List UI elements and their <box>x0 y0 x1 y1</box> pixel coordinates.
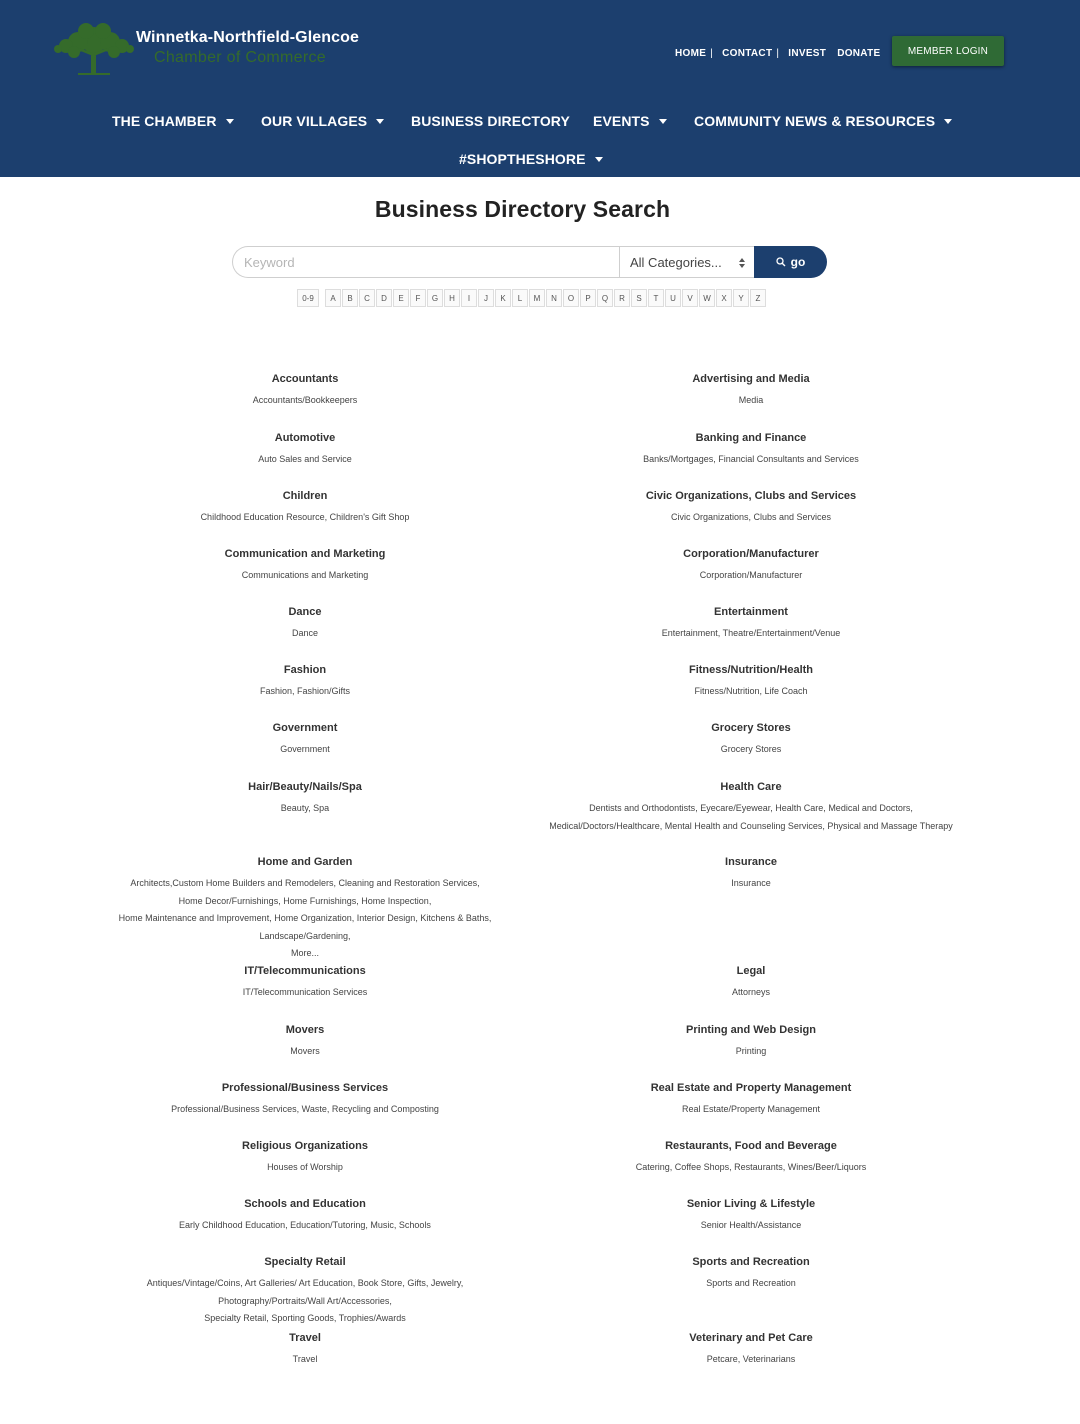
keyword-input[interactable] <box>232 246 620 278</box>
subcategory-list: Catering, Coffee Shops, Restaurants, Wines/Beer/Liquors <box>635 1162 867 1172</box>
alphabet-letter[interactable]: K <box>495 289 511 307</box>
category-title[interactable]: Children <box>282 490 328 502</box>
category-title[interactable]: Communication and Marketing <box>224 548 386 560</box>
category-title[interactable]: Senior Living & Lifestyle <box>686 1198 816 1210</box>
subcategory-link[interactable]: Antiques/Vintage/Coins <box>146 1278 241 1288</box>
subcategory-list: Fitness/Nutrition, Life Coach <box>694 686 808 696</box>
subcategory-list <box>100 1351 510 1369</box>
subcategory-list: Dentists and Orthodontists, Eyecare/Eyewear, Health Care, Medical and Doctors, Medical/Doctors/Healthcare, Mental Health and Counseling Services, Physical and Massage Therapy <box>549 803 953 831</box>
subcategory-list: Petcare, Veterinarians <box>706 1354 796 1364</box>
subcategory-list: Beauty, Spa <box>280 803 330 813</box>
subcategory-link[interactable]: Health Care <box>775 803 824 813</box>
category-group <box>100 662 510 701</box>
category-title[interactable]: Corporation/Manufacturer <box>683 548 819 560</box>
category-group <box>100 604 510 643</box>
subcategory-link[interactable]: Physical and Massage Therapy <box>827 820 953 831</box>
logo-subtitle: Chamber of Commerce <box>154 49 326 66</box>
category-group <box>530 854 972 893</box>
alphabet-letter[interactable]: P <box>580 289 596 307</box>
category-title[interactable]: Automotive <box>274 432 336 444</box>
subcategory-list <box>100 1043 510 1061</box>
category-title[interactable]: Civic Organizations, Clubs and Services <box>645 490 857 502</box>
subcategory-link[interactable]: Fashion/Gifts <box>297 686 351 696</box>
subcategory-link[interactable]: Medical and Doctors <box>828 803 911 813</box>
subcategory-list: Antiques/Vintage/Coins, Art Galleries/ Art Education, Book Store, Gifts, Jewelry, Photography/Portraits/Wall Art/Accessories, Specialty Retail, Sporting Goods, Trophies/Awards <box>146 1278 464 1323</box>
category-group <box>100 488 510 527</box>
nav-the-chamber[interactable] <box>112 110 234 132</box>
category-group <box>530 1196 972 1235</box>
subcategory-list: Professional/Business Services, Waste, Recycling and Composting <box>171 1104 439 1114</box>
category-group <box>530 430 972 469</box>
alphabet-letter[interactable]: W <box>699 289 715 307</box>
subcategory-list <box>530 567 972 585</box>
nav-label: BUSINESS DIRECTORY <box>411 113 570 129</box>
page-title: Business Directory Search <box>374 196 671 222</box>
subcategory-link[interactable]: Attorneys <box>731 987 771 997</box>
subcategory-link[interactable]: Corporation/Manufacturer <box>699 570 803 580</box>
logo-title: Winnetka-Northfield-Glencoe <box>136 29 360 46</box>
category-group <box>530 662 972 701</box>
category-group <box>530 1138 972 1177</box>
subcategory-link[interactable]: Movers <box>290 1046 320 1056</box>
alphabet-letter[interactable]: D <box>376 289 392 307</box>
category-group <box>100 1196 510 1235</box>
subcategory-link[interactable]: Financial Consultants and Services <box>718 454 859 464</box>
alphabet-letter[interactable]: Q <box>597 289 613 307</box>
category-group <box>530 1022 972 1061</box>
subcategory-link[interactable]: Eyecare/Eyewear <box>700 803 771 813</box>
subcategory-link[interactable]: Sports and Recreation <box>706 1278 796 1288</box>
subcategory-list <box>100 984 510 1002</box>
category-title[interactable]: Banking and Finance <box>695 432 807 444</box>
category-group <box>100 720 510 759</box>
chevron-down-icon <box>659 119 667 124</box>
subcategory-link[interactable]: Medical/Doctors/Healthcare <box>549 820 660 831</box>
alphabet-letter[interactable]: C <box>359 289 375 307</box>
search-icon <box>776 257 786 267</box>
subcategory-list <box>100 625 510 643</box>
nav-business-directory[interactable] <box>411 110 570 132</box>
category-title[interactable]: IT/Telecommunications <box>244 965 366 977</box>
alphabet-letter[interactable]: L <box>512 289 528 307</box>
subcategory-list <box>530 392 972 410</box>
subcategory-link[interactable]: Schools <box>398 1220 431 1230</box>
subcategory-link[interactable]: Photography/Portraits/Wall Art/Accessories <box>218 1295 390 1306</box>
alphabet-letter[interactable]: R <box>614 289 630 307</box>
chevron-down-icon <box>944 119 952 124</box>
subcategory-list <box>530 1217 972 1235</box>
category-group <box>100 854 510 963</box>
subcategory-link[interactable]: Landscape/Gardening <box>259 930 349 941</box>
category-title[interactable]: Religious Organizations <box>242 1140 368 1152</box>
directory-search-form <box>232 246 827 278</box>
separator: | <box>776 47 780 59</box>
subcategory-link[interactable]: Senior Health/Assistance <box>700 1220 802 1230</box>
alphabet-letter[interactable]: Z <box>750 289 766 307</box>
subcategory-link[interactable]: Houses of Worship <box>267 1162 343 1172</box>
subcategory-link[interactable]: Government <box>280 744 330 754</box>
subcategory-link[interactable]: Spa <box>313 803 330 813</box>
subcategory-link[interactable]: Petcare <box>706 1354 738 1364</box>
category-title[interactable]: Entertainment <box>714 606 788 618</box>
category-title[interactable]: Fitness/Nutrition/Health <box>688 664 814 676</box>
category-group <box>530 604 972 643</box>
nav-label: EVENTS <box>593 113 650 129</box>
subcategory-link[interactable]: Cleaning and Restoration Services <box>338 878 478 888</box>
subcategory-link[interactable]: More... <box>290 948 319 958</box>
subcategory-link[interactable]: IT/Telecommunication Services <box>242 987 368 997</box>
subcategory-link[interactable]: Music <box>370 1220 394 1230</box>
category-title[interactable]: Specialty Retail <box>264 1256 346 1268</box>
subcategory-link[interactable]: Specialty Retail <box>204 1313 267 1323</box>
category-title[interactable]: Restaurants, Food and Beverage <box>665 1140 837 1152</box>
category-title[interactable]: Home and Garden <box>257 856 353 868</box>
category-group <box>100 1138 510 1177</box>
nav-events[interactable] <box>593 110 667 132</box>
subcategory-link[interactable]: Education/Tutoring <box>290 1220 366 1230</box>
alphabet-letter[interactable]: J <box>478 289 494 307</box>
subcategory-link[interactable]: Gifts <box>407 1278 426 1288</box>
subcategory-link[interactable]: Banks/Mortgages <box>643 454 714 464</box>
subcategory-list <box>100 451 510 469</box>
subcategory-list: Fashion, Fashion/Gifts <box>259 686 351 696</box>
alphabet-letter[interactable]: S <box>631 289 647 307</box>
subcategory-link[interactable]: Theatre/Entertainment/Venue <box>722 628 841 638</box>
category-title[interactable]: Sports and Recreation <box>692 1256 810 1268</box>
subcategory-link[interactable]: Real Estate/Property Management <box>681 1104 821 1114</box>
category-title[interactable]: Real Estate and Property Management <box>650 1082 852 1094</box>
nav-label: #SHOPTHESHORE <box>459 151 586 167</box>
category-group <box>100 430 510 469</box>
category-group <box>530 720 972 759</box>
subcategory-list <box>530 984 972 1002</box>
category-select[interactable] <box>619 246 755 278</box>
alphabet-letter[interactable]: B <box>342 289 358 307</box>
category-group <box>100 1254 510 1328</box>
invest-link[interactable]: INVEST <box>788 47 827 59</box>
subcategory-link[interactable]: Beauty <box>280 803 309 813</box>
alphabet-letter[interactable]: U <box>665 289 681 307</box>
subcategory-link[interactable]: Civic Organizations, Clubs and Services <box>670 512 832 522</box>
utility-links <box>675 46 880 60</box>
subcategory-link[interactable]: Childhood Education Resource <box>200 512 325 522</box>
alphabet-letter[interactable]: H <box>444 289 460 307</box>
subcategory-link[interactable]: Dance <box>291 628 318 638</box>
nav-label: OUR VILLAGES <box>261 113 368 129</box>
subcategory-list: Banks/Mortgages, Financial Consultants and Services <box>643 454 859 464</box>
category-title[interactable]: Movers <box>285 1024 325 1036</box>
home-link[interactable]: HOME <box>675 47 707 59</box>
nav-community-news[interactable] <box>694 110 952 132</box>
site-header <box>0 0 1080 177</box>
subcategory-list: Early Childhood Education, Education/Tutoring, Music, Schools <box>179 1220 431 1230</box>
subcategory-link[interactable]: Home Decor/Furnishings <box>178 895 279 906</box>
subcategory-list: Architects,Custom Home Builders and Remodelers, Cleaning and Restoration Services, Home Decor/Furnishings, Home Furnishings, Home Inspection, Home Maintenance and Improvement, Home Organization, Interior Design, Kitchens & Baths, Landscape/Gardening, More... <box>118 878 492 958</box>
donate-link[interactable]: DONATE <box>837 47 881 59</box>
subcategory-link[interactable]: Printing <box>735 1046 767 1056</box>
subcategory-link[interactable]: Trophies/Awards <box>338 1313 406 1323</box>
category-group <box>100 1080 510 1119</box>
subcategory-link[interactable]: Home Inspection <box>361 895 429 906</box>
member-login-button[interactable]: MEMBER LOGIN <box>892 36 1004 66</box>
subcategory-link[interactable]: Travel <box>292 1354 318 1364</box>
alphabet-letter[interactable]: E <box>393 289 409 307</box>
subcategory-link[interactable]: Sporting Goods <box>271 1313 334 1323</box>
subcategory-link[interactable]: Waste, Recycling and Composting <box>301 1104 439 1114</box>
subcategory-list <box>100 392 510 410</box>
chevron-down-icon <box>226 119 234 124</box>
category-title[interactable]: Health Care <box>720 781 782 793</box>
subcategory-link[interactable]: Dentists and Orthodontists <box>589 803 696 813</box>
subcategory-link[interactable]: Mental Health and Counseling Services <box>664 820 823 831</box>
chamber-logo[interactable] <box>48 22 358 78</box>
category-group <box>530 963 972 1002</box>
subcategory-link[interactable]: Coffee Shops <box>674 1162 730 1172</box>
subcategory-list <box>530 509 972 527</box>
subcategory-link[interactable]: Interior Design <box>356 913 416 923</box>
subcategory-list: Childhood Education Resource, Children's Gift Shop <box>200 512 410 522</box>
category-group <box>100 546 510 585</box>
subcategory-link[interactable]: Communications and Marketing <box>241 570 369 580</box>
category-group <box>100 1022 510 1061</box>
category-group <box>530 371 972 410</box>
alphabet-letter[interactable]: A <box>325 289 341 307</box>
category-select-value: All Categories... <box>630 254 722 270</box>
contact-link[interactable]: CONTACT <box>722 47 773 59</box>
subcategory-link[interactable]: Jewelry <box>430 1278 461 1288</box>
category-title[interactable]: Schools and Education <box>244 1198 366 1210</box>
category-title[interactable]: Insurance <box>725 856 777 868</box>
alphabet-letter[interactable]: X <box>716 289 732 307</box>
alphabet-letter[interactable]: M <box>529 289 545 307</box>
subcategory-list <box>530 741 972 759</box>
chevron-down-icon <box>376 119 384 124</box>
subcategory-link[interactable]: Auto Sales and Service <box>258 454 352 464</box>
subcategory-link[interactable]: Grocery Stores <box>720 744 782 754</box>
separator: | <box>710 47 714 59</box>
subcategory-link[interactable]: Professional/Business Services <box>171 1104 297 1114</box>
subcategory-list: Entertainment, Theatre/Entertainment/Venue <box>661 628 841 638</box>
subcategory-list <box>100 567 510 585</box>
category-title[interactable]: Hair/Beauty/Nails/Spa <box>248 781 362 793</box>
nav-shop-the-shore[interactable] <box>459 148 603 170</box>
alphabet-letter[interactable]: I <box>461 289 477 307</box>
alphabet-letter[interactable]: G <box>427 289 443 307</box>
category-title[interactable]: Legal <box>736 965 766 977</box>
nav-label: THE CHAMBER <box>112 113 217 129</box>
subcategory-list <box>530 1043 972 1061</box>
nav-label: COMMUNITY NEWS & RESOURCES <box>694 113 936 129</box>
category-group <box>100 963 510 1002</box>
subcategory-list <box>530 1101 972 1119</box>
subcategory-link[interactable]: Fitness/Nutrition <box>694 686 760 696</box>
subcategory-link[interactable]: Media <box>738 395 764 405</box>
nav-our-villages[interactable] <box>261 110 384 132</box>
chevron-down-icon <box>595 157 603 162</box>
alphabet-filter <box>297 289 767 307</box>
subcategory-link[interactable]: Catering <box>635 1162 670 1172</box>
subcategory-list <box>100 1159 510 1177</box>
tree-logo-icon <box>48 22 140 76</box>
alphabet-letter[interactable]: 0-9 <box>297 289 319 307</box>
category-title[interactable]: Grocery Stores <box>711 722 791 734</box>
category-group <box>530 779 972 835</box>
category-title[interactable]: Veterinary and Pet Care <box>689 1332 813 1344</box>
category-group <box>530 488 972 527</box>
subcategory-link[interactable]: Fashion <box>259 686 292 696</box>
subcategory-link[interactable]: Home Organization <box>274 913 352 923</box>
category-title[interactable]: Fashion <box>283 664 327 676</box>
select-arrows-icon <box>739 257 745 269</box>
subcategory-link[interactable]: Art Galleries/ Art Education <box>244 1278 353 1288</box>
alphabet-letter[interactable]: T <box>648 289 664 307</box>
subcategory-link[interactable]: Insurance <box>731 878 771 888</box>
subcategory-link[interactable]: Children's Gift Shop <box>329 512 410 522</box>
subcategory-link[interactable]: Veterinarians <box>742 1354 796 1364</box>
subcategory-link[interactable]: Early Childhood Education <box>179 1220 286 1230</box>
category-title[interactable]: Travel <box>289 1332 321 1344</box>
subcategory-link[interactable]: Book Store <box>357 1278 403 1288</box>
subcategory-link[interactable]: Wines/Beer/Liquors <box>787 1162 867 1172</box>
go-label: go <box>790 255 806 269</box>
category-group <box>530 1330 972 1369</box>
category-group <box>100 779 510 818</box>
alphabet-letter[interactable]: N <box>546 289 562 307</box>
category-group <box>530 1080 972 1119</box>
subcategory-list <box>100 741 510 759</box>
category-title[interactable]: Government <box>272 722 338 734</box>
subcategory-list <box>530 1275 972 1293</box>
alphabet-letter[interactable]: F <box>410 289 426 307</box>
category-title[interactable]: Professional/Business Services <box>221 1082 389 1094</box>
subcategory-list <box>530 875 972 893</box>
subcategory-link[interactable]: Home Maintenance and Improvement <box>118 913 270 923</box>
alphabet-letter[interactable]: O <box>563 289 579 307</box>
category-title[interactable]: Dance <box>288 606 322 618</box>
subcategory-link[interactable]: Life Coach <box>764 686 808 696</box>
main-navigation <box>0 110 1080 132</box>
subcategory-link[interactable]: Kitchens & Baths <box>420 913 489 923</box>
category-title[interactable]: Printing and Web Design <box>686 1024 816 1036</box>
category-title[interactable]: Advertising and Media <box>692 373 810 385</box>
subcategory-link[interactable]: Architects,Custom Home Builders and Remodelers <box>130 878 334 888</box>
go-button[interactable] <box>754 246 827 278</box>
subcategory-link[interactable]: Restaurants <box>734 1162 783 1172</box>
category-group <box>100 1330 510 1369</box>
category-title[interactable]: Accountants <box>271 373 339 385</box>
subcategory-link[interactable]: Entertainment <box>661 628 718 638</box>
category-group <box>100 371 510 410</box>
alphabet-letter[interactable]: Y <box>733 289 749 307</box>
subcategory-link[interactable]: Accountants/Bookkeepers <box>252 395 358 405</box>
subcategory-link[interactable]: Home Furnishings <box>283 895 357 906</box>
category-group <box>530 546 972 585</box>
category-group <box>530 1254 972 1293</box>
alphabet-letter[interactable]: V <box>682 289 698 307</box>
